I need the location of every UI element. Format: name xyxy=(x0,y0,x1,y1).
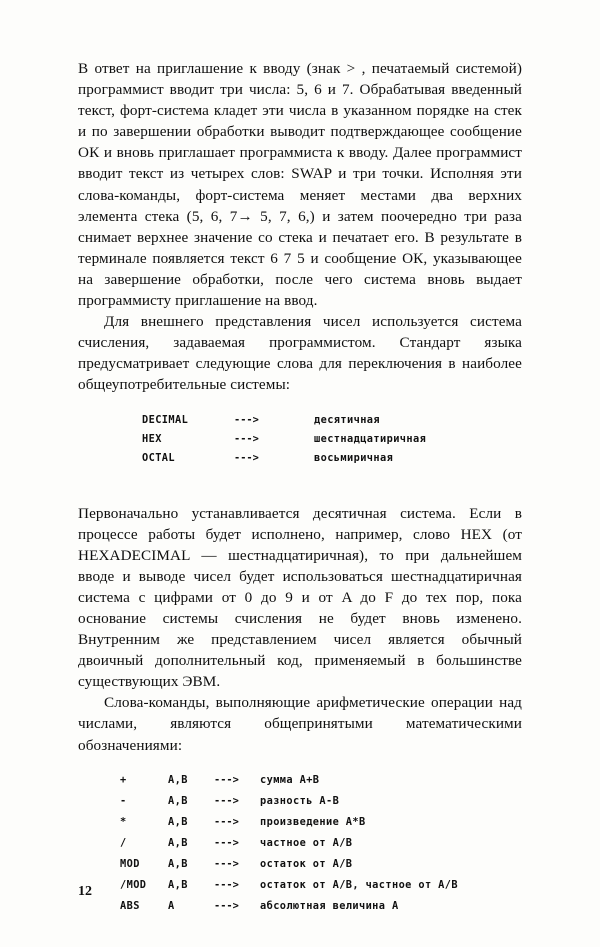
arrow-glyph: ---> xyxy=(214,815,239,828)
arith-word: * xyxy=(120,815,127,828)
arith-meaning: частное от A/B xyxy=(260,836,353,849)
table-row xyxy=(120,837,522,858)
table-row xyxy=(120,858,522,879)
arith-args: A,B xyxy=(168,794,188,807)
arrow-glyph: ---> xyxy=(234,451,259,464)
table-row xyxy=(120,900,522,921)
arrow-glyph: ---> xyxy=(234,413,259,426)
radix-word: OCTAL xyxy=(142,451,175,464)
arith-args: A,B xyxy=(168,878,188,891)
block-spacer xyxy=(78,489,522,503)
radix-meaning: десятичная xyxy=(314,413,380,426)
arith-meaning: сумма A+B xyxy=(260,773,320,786)
radix-word: DECIMAL xyxy=(142,413,189,426)
paragraph-3: Первоначально устанавливается десятичная система. Если в процессе работы будет исполнено, например, слово HEX (от HEXADECIMAL — шестнадцатиричная), то при дальнейшем вводе и выводе чисел будет использоваться шестнадцатиричная система с цифрами от 0 до 9 и от A до F до тех пор, пока основание системы счисления не будет вновь изменено. Внутренним же представлением чисел является обычный двоичный дополнительный код, применяемый в большинстве существующих ЭВМ. xyxy=(78,504,522,691)
page-number: 12 xyxy=(78,884,92,899)
table-row xyxy=(142,414,522,433)
arith-word: - xyxy=(120,794,127,807)
table-row xyxy=(120,795,522,816)
arithmetic-words-table xyxy=(120,774,522,921)
arith-meaning: абсолютная величина A xyxy=(260,899,399,912)
table-row xyxy=(142,433,522,452)
paragraph-2: Для внешнего представления чисел используется система счисления, задаваемая программистом. Стандарт языка предусматривает следующие слова для переключения в наиболее общеупотребительные системы: xyxy=(78,313,522,394)
radix-meaning: восьмиричная xyxy=(314,451,394,464)
arrow-glyph: ---> xyxy=(214,836,239,849)
arith-args: A,B xyxy=(168,857,188,870)
arith-meaning: остаток от A/B xyxy=(260,857,353,870)
arrow-glyph: ---> xyxy=(234,432,259,445)
arith-word: ABS xyxy=(120,899,140,912)
arith-meaning: произведение A*B xyxy=(260,815,366,828)
arrow-glyph: ---> xyxy=(214,857,239,870)
arith-word: / xyxy=(120,836,127,849)
radix-meaning: шестнадцатиричная xyxy=(314,432,427,445)
arith-args: A,B xyxy=(168,815,188,828)
arrow-glyph: ---> xyxy=(214,773,239,786)
arith-args: A,B xyxy=(168,773,188,786)
paragraph-4: Слова-команды, выполняющие арифметические операции над числами, являются общепринятыми математическими обозначениями: xyxy=(78,694,522,754)
paragraph-1: В ответ на приглашение к вводу (знак > , печатаемый системой) программист вводит три числа: 5, 6 и 7. Обрабатывая введенный текст, форт-система кладет эти числа в указанном порядке на стек и по завершении обработки выводит подтверждающее сообщение ОК и вновь приглашает программиста к вводу. Далее программист вводит текст из четырех слов: SWAP и три точки. Исполняя эти слова-команды, форт-система меняет местами два верхних элемента стека (5, 6, 7→ 5, 7, 6,) и затем поочередно три раза снимает верхнее значение со стека и печатает его. В результате в терминале появляется текст 6 7 5 и сообщение ОК, указывающее на завершение обработки, после чего система вновь выдает программисту приглашение на ввод. xyxy=(78,60,522,310)
arith-word: MOD xyxy=(120,857,140,870)
page-content xyxy=(78,58,522,939)
arith-word: /MOD xyxy=(120,878,147,891)
arith-meaning: разность A-B xyxy=(260,794,340,807)
table-row xyxy=(142,452,522,471)
arith-meaning: остаток от A/B, частное от A/B xyxy=(260,878,458,891)
arrow-glyph: ---> xyxy=(214,899,239,912)
radix-word: HEX xyxy=(142,432,162,445)
arith-args: A xyxy=(168,899,175,912)
arrow-glyph: ---> xyxy=(214,794,239,807)
table-row xyxy=(120,774,522,795)
radix-words-table xyxy=(142,414,522,471)
arith-args: A,B xyxy=(168,836,188,849)
table-row xyxy=(120,879,522,900)
arith-word: + xyxy=(120,773,127,786)
arrow-glyph: ---> xyxy=(214,878,239,891)
table-row xyxy=(120,816,522,837)
